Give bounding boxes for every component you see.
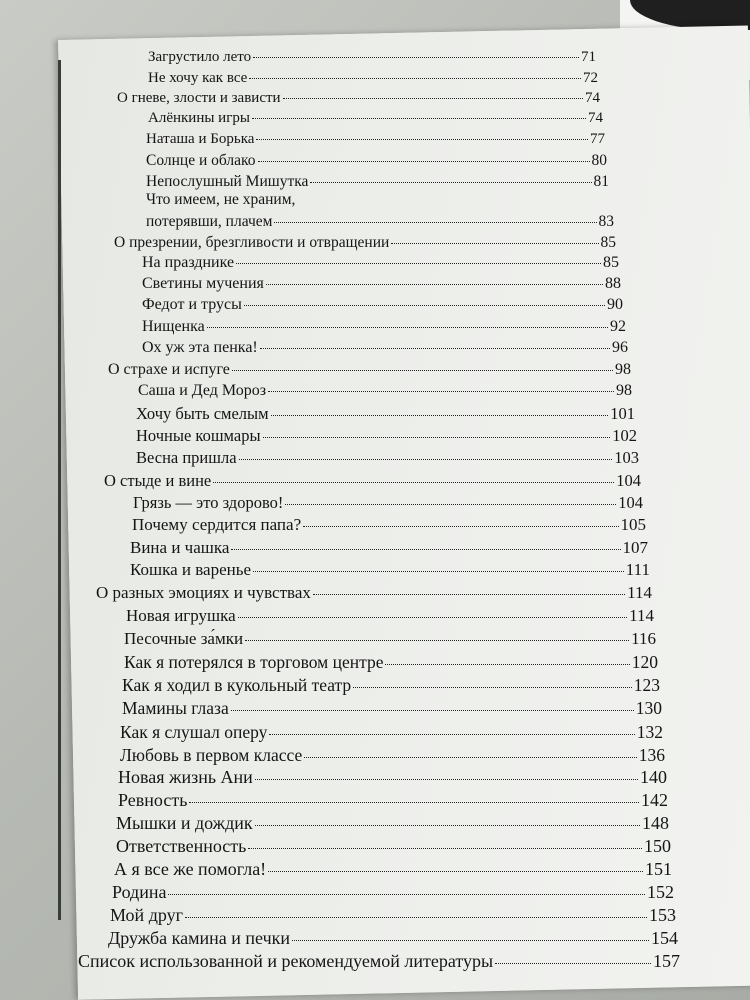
dot-leader — [239, 459, 613, 460]
toc-page-number: 98 — [615, 361, 631, 378]
toc-entry-title: Федот и трусы — [142, 296, 242, 313]
toc-page-number: 148 — [642, 813, 669, 833]
toc-entry-title: Кошка и варенье — [130, 560, 252, 579]
toc-entry-title: Весна пришла — [136, 447, 237, 467]
toc-entry — [110, 905, 676, 926]
toc-page-number: 103 — [614, 447, 639, 467]
toc-page-number: 123 — [633, 674, 660, 695]
toc-entry-title: Солнце и облако — [146, 151, 256, 169]
toc-entry — [114, 234, 616, 252]
dot-leader — [255, 779, 638, 780]
dot-leader — [353, 687, 632, 688]
toc-entry — [124, 629, 656, 649]
toc-page-number: 101 — [610, 403, 635, 423]
toc-entry — [120, 745, 665, 766]
dot-leader — [271, 415, 609, 416]
toc-entry-title: Грязь — это здорово! — [133, 492, 284, 512]
toc-entry — [146, 152, 607, 170]
dot-leader — [303, 526, 618, 527]
toc-entry — [112, 882, 674, 903]
toc-page-number: 81 — [593, 172, 609, 190]
toc-page-number: 71 — [581, 49, 596, 65]
toc-entry-title: Почему сердится папа? — [132, 515, 302, 534]
toc-entry-title: потерявши, плачем — [146, 212, 273, 230]
toc-entry-title: О гневе, злости и зависти — [117, 90, 281, 106]
toc-page-number: 150 — [644, 836, 671, 856]
toc-page-number: 107 — [622, 538, 648, 557]
toc-entry-title: Список использованной и рекомендуемой литературы — [78, 951, 494, 971]
toc-entry-title: Ночные кошмары — [136, 425, 261, 445]
toc-page-number: 83 — [598, 212, 614, 230]
toc-page-number: 74 — [588, 110, 603, 126]
toc-entry — [130, 538, 648, 558]
toc-page-number: 152 — [647, 882, 674, 902]
toc-page-number: 85 — [603, 254, 619, 271]
toc-entry-title: Вина и чашка — [130, 538, 230, 557]
toc-entry-title: Ревность — [118, 790, 188, 810]
toc-entry — [117, 90, 600, 107]
toc-entry-title: Светины мучения — [142, 275, 264, 292]
toc-page-number: 90 — [607, 296, 623, 313]
toc-entry — [116, 813, 669, 834]
toc-entry-title: О презрении, брезгливости и отвращении — [114, 233, 390, 251]
toc-entry-title: Как я потерялся в торговом центре — [124, 651, 384, 672]
toc-entry — [142, 296, 623, 314]
toc-page-number: 114 — [627, 583, 652, 602]
toc-entry-title: Как я ходил в кукольный театр — [122, 674, 352, 695]
toc-page-number: 80 — [591, 151, 607, 169]
toc-entry-title: Нищенка — [142, 318, 205, 335]
dot-leader — [231, 549, 620, 550]
toc-entry — [148, 49, 596, 66]
toc-entry — [146, 173, 609, 191]
dot-leader — [268, 871, 643, 872]
toc-page-number: 105 — [620, 515, 646, 534]
toc-entry — [136, 448, 639, 468]
toc-page-number: 140 — [640, 767, 667, 787]
dot-leader — [255, 825, 640, 826]
toc-page-number: 88 — [605, 275, 621, 292]
toc-page-number: 104 — [616, 470, 641, 490]
dot-leader — [274, 222, 596, 223]
toc-entry — [108, 361, 631, 379]
dot-leader — [258, 161, 590, 162]
toc-entry — [126, 606, 654, 626]
toc-page-number: 132 — [636, 721, 663, 742]
toc-entry — [120, 722, 663, 743]
toc-page-number: 92 — [610, 318, 626, 335]
toc-page-number: 153 — [649, 905, 676, 925]
toc-entry-title: Мамины глаза — [122, 697, 229, 718]
toc-entry — [138, 382, 632, 400]
toc-entry-title: Алёнкины игры — [148, 110, 250, 126]
toc-entry — [142, 339, 628, 357]
toc-page-number: 114 — [629, 606, 654, 625]
toc-page-number: 142 — [641, 790, 668, 810]
toc-entry — [108, 928, 678, 949]
dot-leader — [285, 504, 616, 505]
toc-entry — [114, 859, 672, 880]
toc-entry — [146, 213, 614, 231]
toc-entry — [104, 471, 641, 491]
toc-page-number: 120 — [631, 651, 658, 672]
toc-page-number: 85 — [600, 233, 616, 251]
dot-leader — [266, 284, 603, 285]
toc-entry — [136, 426, 637, 446]
toc-entry — [122, 675, 660, 696]
toc-entry — [118, 767, 667, 788]
toc-entry-title: Что имеем, не храним, — [146, 190, 296, 208]
toc-entry — [132, 515, 646, 535]
toc-entry — [118, 790, 668, 811]
toc-entry — [78, 951, 680, 972]
dot-leader — [283, 98, 583, 99]
toc-page-number: 151 — [645, 859, 672, 879]
dot-leader — [253, 57, 579, 58]
dot-leader — [248, 848, 642, 849]
toc-page-number: 116 — [631, 629, 656, 648]
toc-entry-title: О разных эмоциях и чувствах — [96, 583, 311, 602]
dot-leader — [313, 594, 625, 595]
dot-leader — [304, 757, 636, 758]
dot-leader — [253, 571, 624, 572]
toc-page-number: 154 — [651, 928, 678, 948]
toc-entry — [142, 318, 626, 336]
toc-entry — [116, 836, 671, 857]
toc-page-number: 74 — [585, 90, 600, 106]
toc-entry — [142, 275, 621, 293]
toc-entry-title: Наташа и Борька — [146, 131, 255, 147]
dot-leader — [495, 963, 651, 964]
dot-leader — [252, 118, 586, 119]
dot-leader — [232, 370, 613, 371]
toc-entry — [142, 254, 619, 272]
toc-entry — [148, 110, 603, 127]
toc-page-number: 102 — [612, 425, 637, 445]
toc-entry-title: Мой друг — [110, 905, 183, 925]
dot-leader — [245, 640, 629, 641]
dot-leader — [231, 710, 634, 711]
toc-page-number: 136 — [638, 744, 665, 765]
toc-entry-title: Дружба камина и печки — [108, 928, 290, 948]
toc-entry — [122, 698, 662, 719]
toc-entry-title: Мышки и дождик — [116, 813, 253, 833]
toc-entry-title: Песочные за́мки — [124, 629, 244, 648]
toc-entry — [136, 404, 635, 424]
toc-entry-title: Родина — [112, 882, 167, 902]
dot-leader — [207, 327, 608, 328]
toc-page-number: 98 — [616, 382, 632, 399]
toc-entry — [146, 131, 605, 148]
dot-leader — [189, 802, 639, 803]
dot-leader — [238, 617, 627, 618]
dot-leader — [310, 182, 591, 183]
dot-leader — [185, 917, 647, 918]
toc-entry-title: Ответственность — [116, 836, 247, 856]
toc-page-number: 104 — [618, 492, 643, 512]
toc-page-number: 77 — [590, 131, 605, 147]
toc-entry-title: Как я слушал оперу — [120, 721, 268, 742]
toc-entry — [130, 560, 650, 580]
toc-entry-title: Не хочу как все — [148, 70, 248, 86]
toc-entry — [133, 493, 643, 513]
toc-entry-title: Любовь в первом классе — [120, 744, 303, 765]
dot-leader — [260, 348, 610, 349]
toc-entry-title: О страхе и испуге — [108, 361, 230, 378]
dot-leader — [391, 243, 598, 244]
toc-entry-title: Новая жизнь Ани — [118, 767, 253, 787]
dot-leader — [249, 78, 581, 79]
dot-leader — [385, 664, 629, 665]
dot-leader — [292, 940, 649, 941]
toc-entry — [96, 583, 652, 603]
toc-entry-title: Ох уж эта пенка! — [142, 339, 258, 356]
dot-leader — [268, 391, 614, 392]
dot-leader — [269, 734, 634, 735]
toc-page-number: 130 — [635, 697, 662, 718]
dot-leader — [256, 139, 588, 140]
toc-page-number: 111 — [625, 560, 650, 579]
dot-leader — [236, 263, 601, 264]
dot-leader — [213, 482, 614, 483]
toc-entry-title: А я все же помогла! — [114, 859, 267, 879]
toc-entry-title: Новая игрушка — [126, 606, 236, 625]
toc-entry-title: Загрустило лето — [148, 49, 252, 65]
toc-entry-title: О стыде и вине — [104, 470, 212, 490]
toc-entry — [124, 652, 658, 673]
toc-page-number: 157 — [653, 951, 680, 971]
toc-entry — [148, 70, 598, 87]
dot-leader — [263, 437, 611, 438]
toc-page-number: 96 — [612, 339, 628, 356]
dot-leader — [168, 894, 645, 895]
toc-entry-title: Хочу быть смелым — [136, 403, 269, 423]
toc-entry-title: На празднике — [142, 254, 235, 271]
toc-page-number: 72 — [583, 70, 598, 86]
dot-leader — [244, 305, 605, 306]
toc-entry-title: Непослушный Мишутка — [146, 172, 309, 190]
toc-entry-title: Саша и Дед Мороз — [138, 382, 267, 399]
